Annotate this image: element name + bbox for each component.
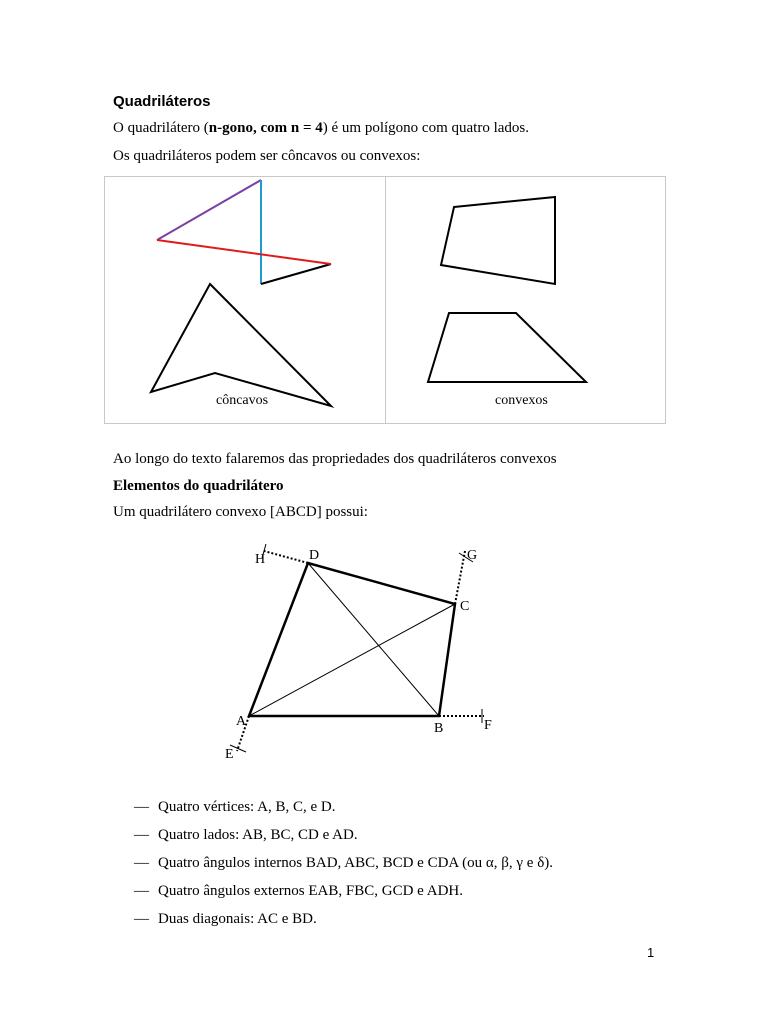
extension-cg xyxy=(455,551,465,604)
label-b: B xyxy=(434,721,444,736)
convex-quad-paragraph: Um quadrilátero convexo [ABCD] possui: xyxy=(113,504,368,520)
intro-pre: O quadrilátero ( xyxy=(113,120,209,136)
quadrilateral-abcd xyxy=(249,563,455,716)
label-f: F xyxy=(484,718,492,733)
page-number: 1 xyxy=(647,945,655,960)
label-d: D xyxy=(309,548,320,563)
list-dash: — xyxy=(134,883,149,899)
caption-convex: convexos xyxy=(495,393,548,408)
label-c: C xyxy=(460,599,470,614)
list-item-text: Quatro lados: AB, BC, CD e AD. xyxy=(158,827,358,843)
label-a: A xyxy=(236,714,247,729)
extension-dh xyxy=(264,551,308,563)
intro-post: ) é um polígono com quatro lados. xyxy=(322,120,529,136)
list-item-text: Duas diagonais: AC e BD. xyxy=(158,911,317,927)
section-heading: Quadriláteros xyxy=(113,93,211,110)
list-dash: — xyxy=(134,911,149,927)
list-item-text: Quatro ângulos internos BAD, ABC, BCD e CDA (ou α, β, γ e δ). xyxy=(158,855,554,871)
list-item xyxy=(134,855,553,872)
label-h: H xyxy=(255,552,266,567)
list-dash: — xyxy=(134,799,149,815)
along-text-paragraph: Ao longo do texto falaremos das propriedades dos quadriláteros convexos xyxy=(113,451,557,467)
list-item-text: Quatro ângulos externos EAB, FBC, GCD e ADH. xyxy=(158,883,463,899)
label-e: E xyxy=(225,747,234,762)
list-item xyxy=(134,799,335,816)
list-dash: — xyxy=(134,827,149,843)
concave-convex-paragraph: Os quadriláteros podem ser côncavos ou convexos: xyxy=(113,148,421,164)
list-item xyxy=(134,883,463,900)
caption-concave: côncavos xyxy=(216,393,269,408)
intro-bold: n-gono, com n = 4 xyxy=(208,120,323,136)
list-item xyxy=(134,827,358,844)
elements-title: Elementos do quadrilátero xyxy=(113,478,284,494)
label-g: G xyxy=(467,548,478,563)
list-item xyxy=(134,911,317,928)
list-item-text: Quatro vértices: A, B, C, e D. xyxy=(158,799,336,815)
diagonal-bd xyxy=(308,563,439,716)
list-dash: — xyxy=(134,855,149,871)
